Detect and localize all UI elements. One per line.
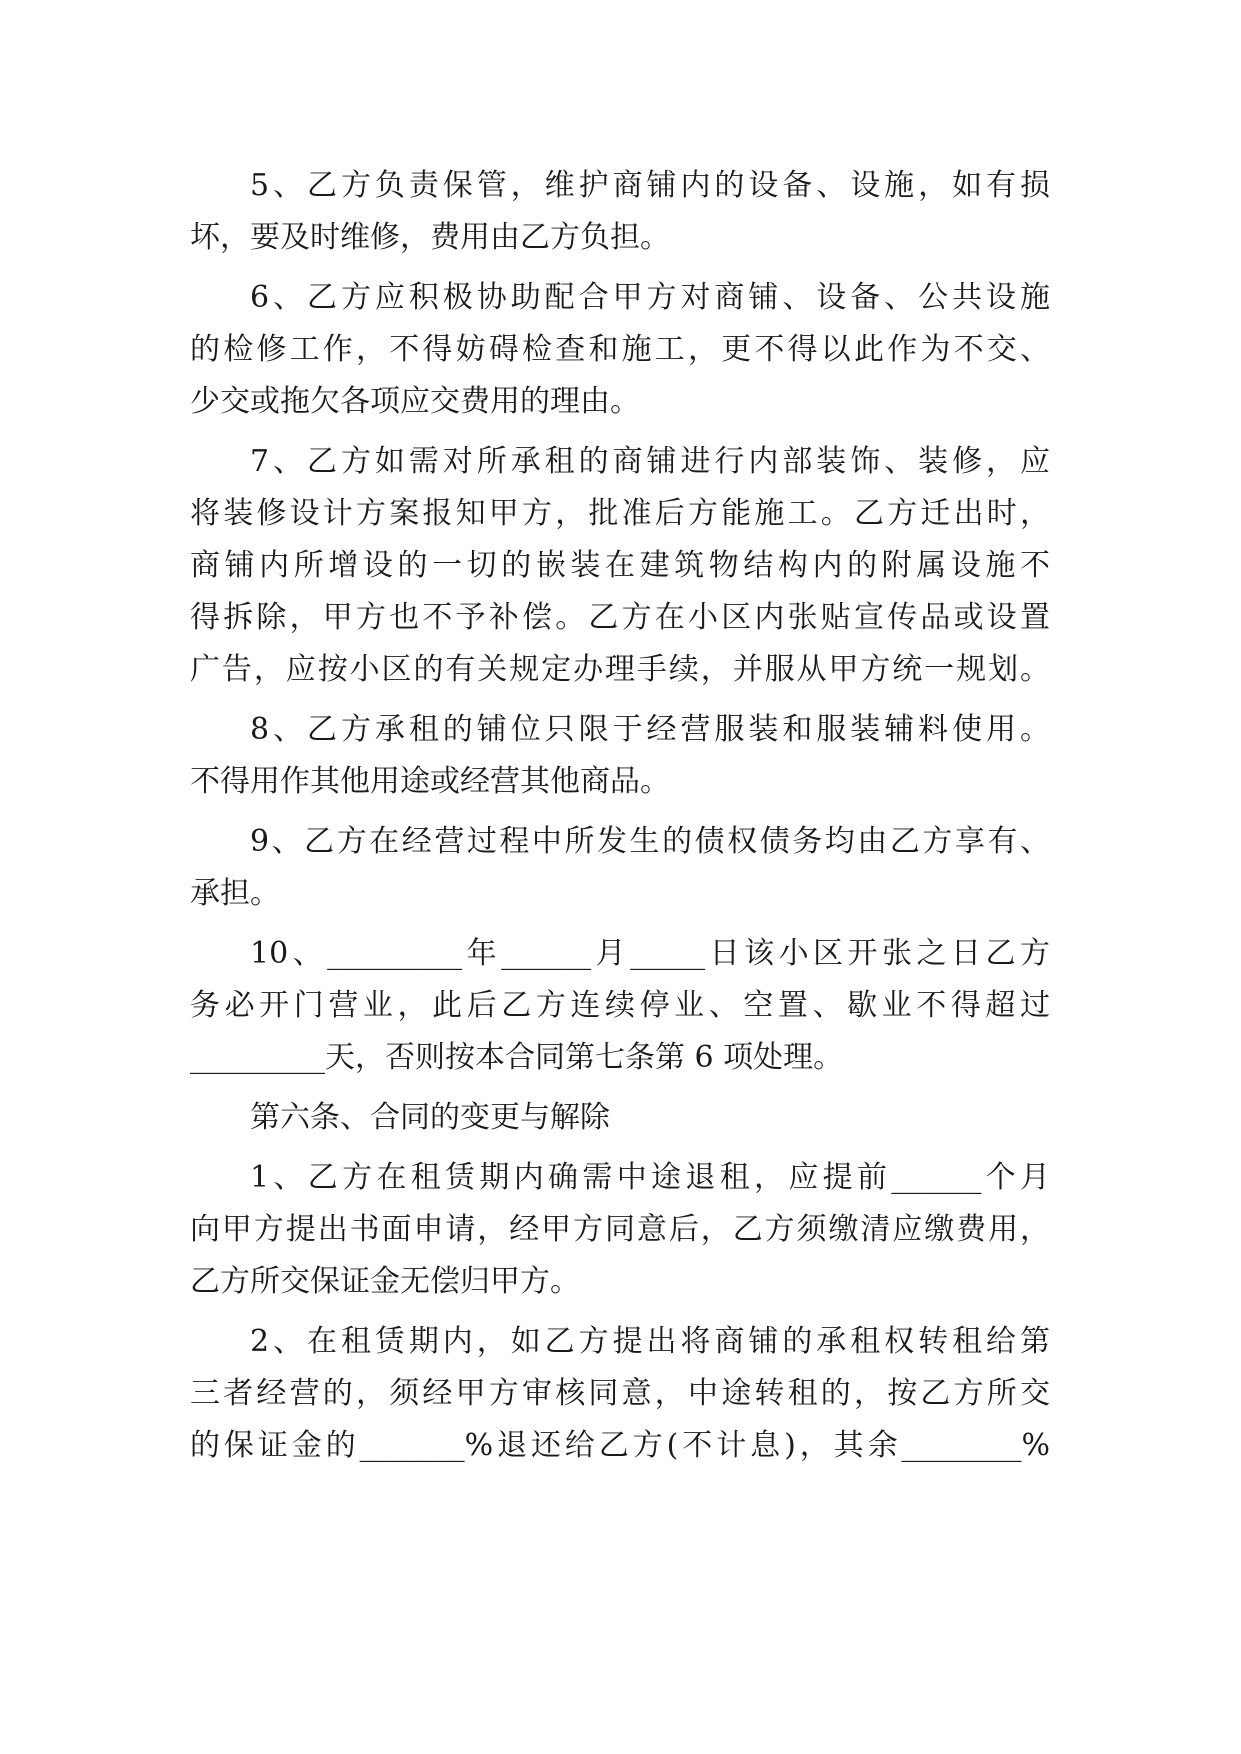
para-7-line-4: 得拆除，甲方也不予补偿。乙方在小区内张贴宣传品或设置 <box>190 600 1050 635</box>
document-body <box>190 160 1050 1472</box>
article-6-para-1-line-3: 乙方所交保证金无偿归甲方。 <box>190 1264 580 1299</box>
section-heading-article-6: 第六条、合同的变更与解除 <box>250 1100 610 1135</box>
para-10-line-3: _________天，否则按本合同第七条第 6 项处理。 <box>190 1040 844 1075</box>
para-7-line-2: 将装修设计方案报知甲方，批准后方能施工。乙方迁出时， <box>190 496 1050 531</box>
para-5-line-1: 5、乙方负责保管，维护商铺内的设备、设施，如有损 <box>250 168 1050 203</box>
para-9-line-1: 9、乙方在经营过程中所发生的债权债务均由乙方享有、 <box>250 824 1050 859</box>
article-6-para-2-line-2: 三者经营的，须经甲方审核同意，中途转租的，按乙方所交 <box>190 1376 1050 1411</box>
para-9-line-2: 承担。 <box>190 876 280 911</box>
para-8-line-1: 8、乙方承租的铺位只限于经营服装和服装辅料使用。 <box>250 712 1050 747</box>
para-6-line-1: 6、乙方应积极协助配合甲方对商铺、设备、公共设施 <box>250 280 1050 315</box>
para-8-line-2: 不得用作其他用途或经营其他商品。 <box>190 764 670 799</box>
article-6-para-1-line-2: 向甲方提出书面申请，经甲方同意后，乙方须缴清应缴费用， <box>190 1212 1050 1247</box>
article-6-para-2-line-3: 的保证金的_______%退还给乙方(不计息)，其余________% <box>190 1428 1050 1463</box>
para-6-line-3: 少交或拖欠各项应交费用的理由。 <box>190 384 640 419</box>
para-10-line-2: 务必开门营业，此后乙方连续停业、空置、歇业不得超过 <box>190 988 1050 1023</box>
article-6-para-1-line-1: 1、乙方在租赁期内确需中途退租，应提前______个月 <box>250 1160 1050 1195</box>
para-7-line-3: 商铺内所增设的一切的嵌装在建筑物结构内的附属设施不 <box>190 548 1050 583</box>
para-7-line-5: 广告，应按小区的有关规定办理手续，并服从甲方统一规划。 <box>190 652 1050 687</box>
para-7-line-1: 7、乙方如需对所承租的商铺进行内部装饰、装修，应 <box>250 444 1050 479</box>
para-5-line-2: 坏，要及时维修，费用由乙方负担。 <box>190 220 670 255</box>
article-6-para-2-line-1: 2、在租赁期内，如乙方提出将商铺的承租权转租给第 <box>250 1324 1050 1359</box>
para-6-line-2: 的检修工作，不得妨碍检查和施工，更不得以此作为不交、 <box>190 332 1050 367</box>
para-10-line-1: 10、_________年______月_____日该小区开张之日乙方 <box>250 936 1050 971</box>
